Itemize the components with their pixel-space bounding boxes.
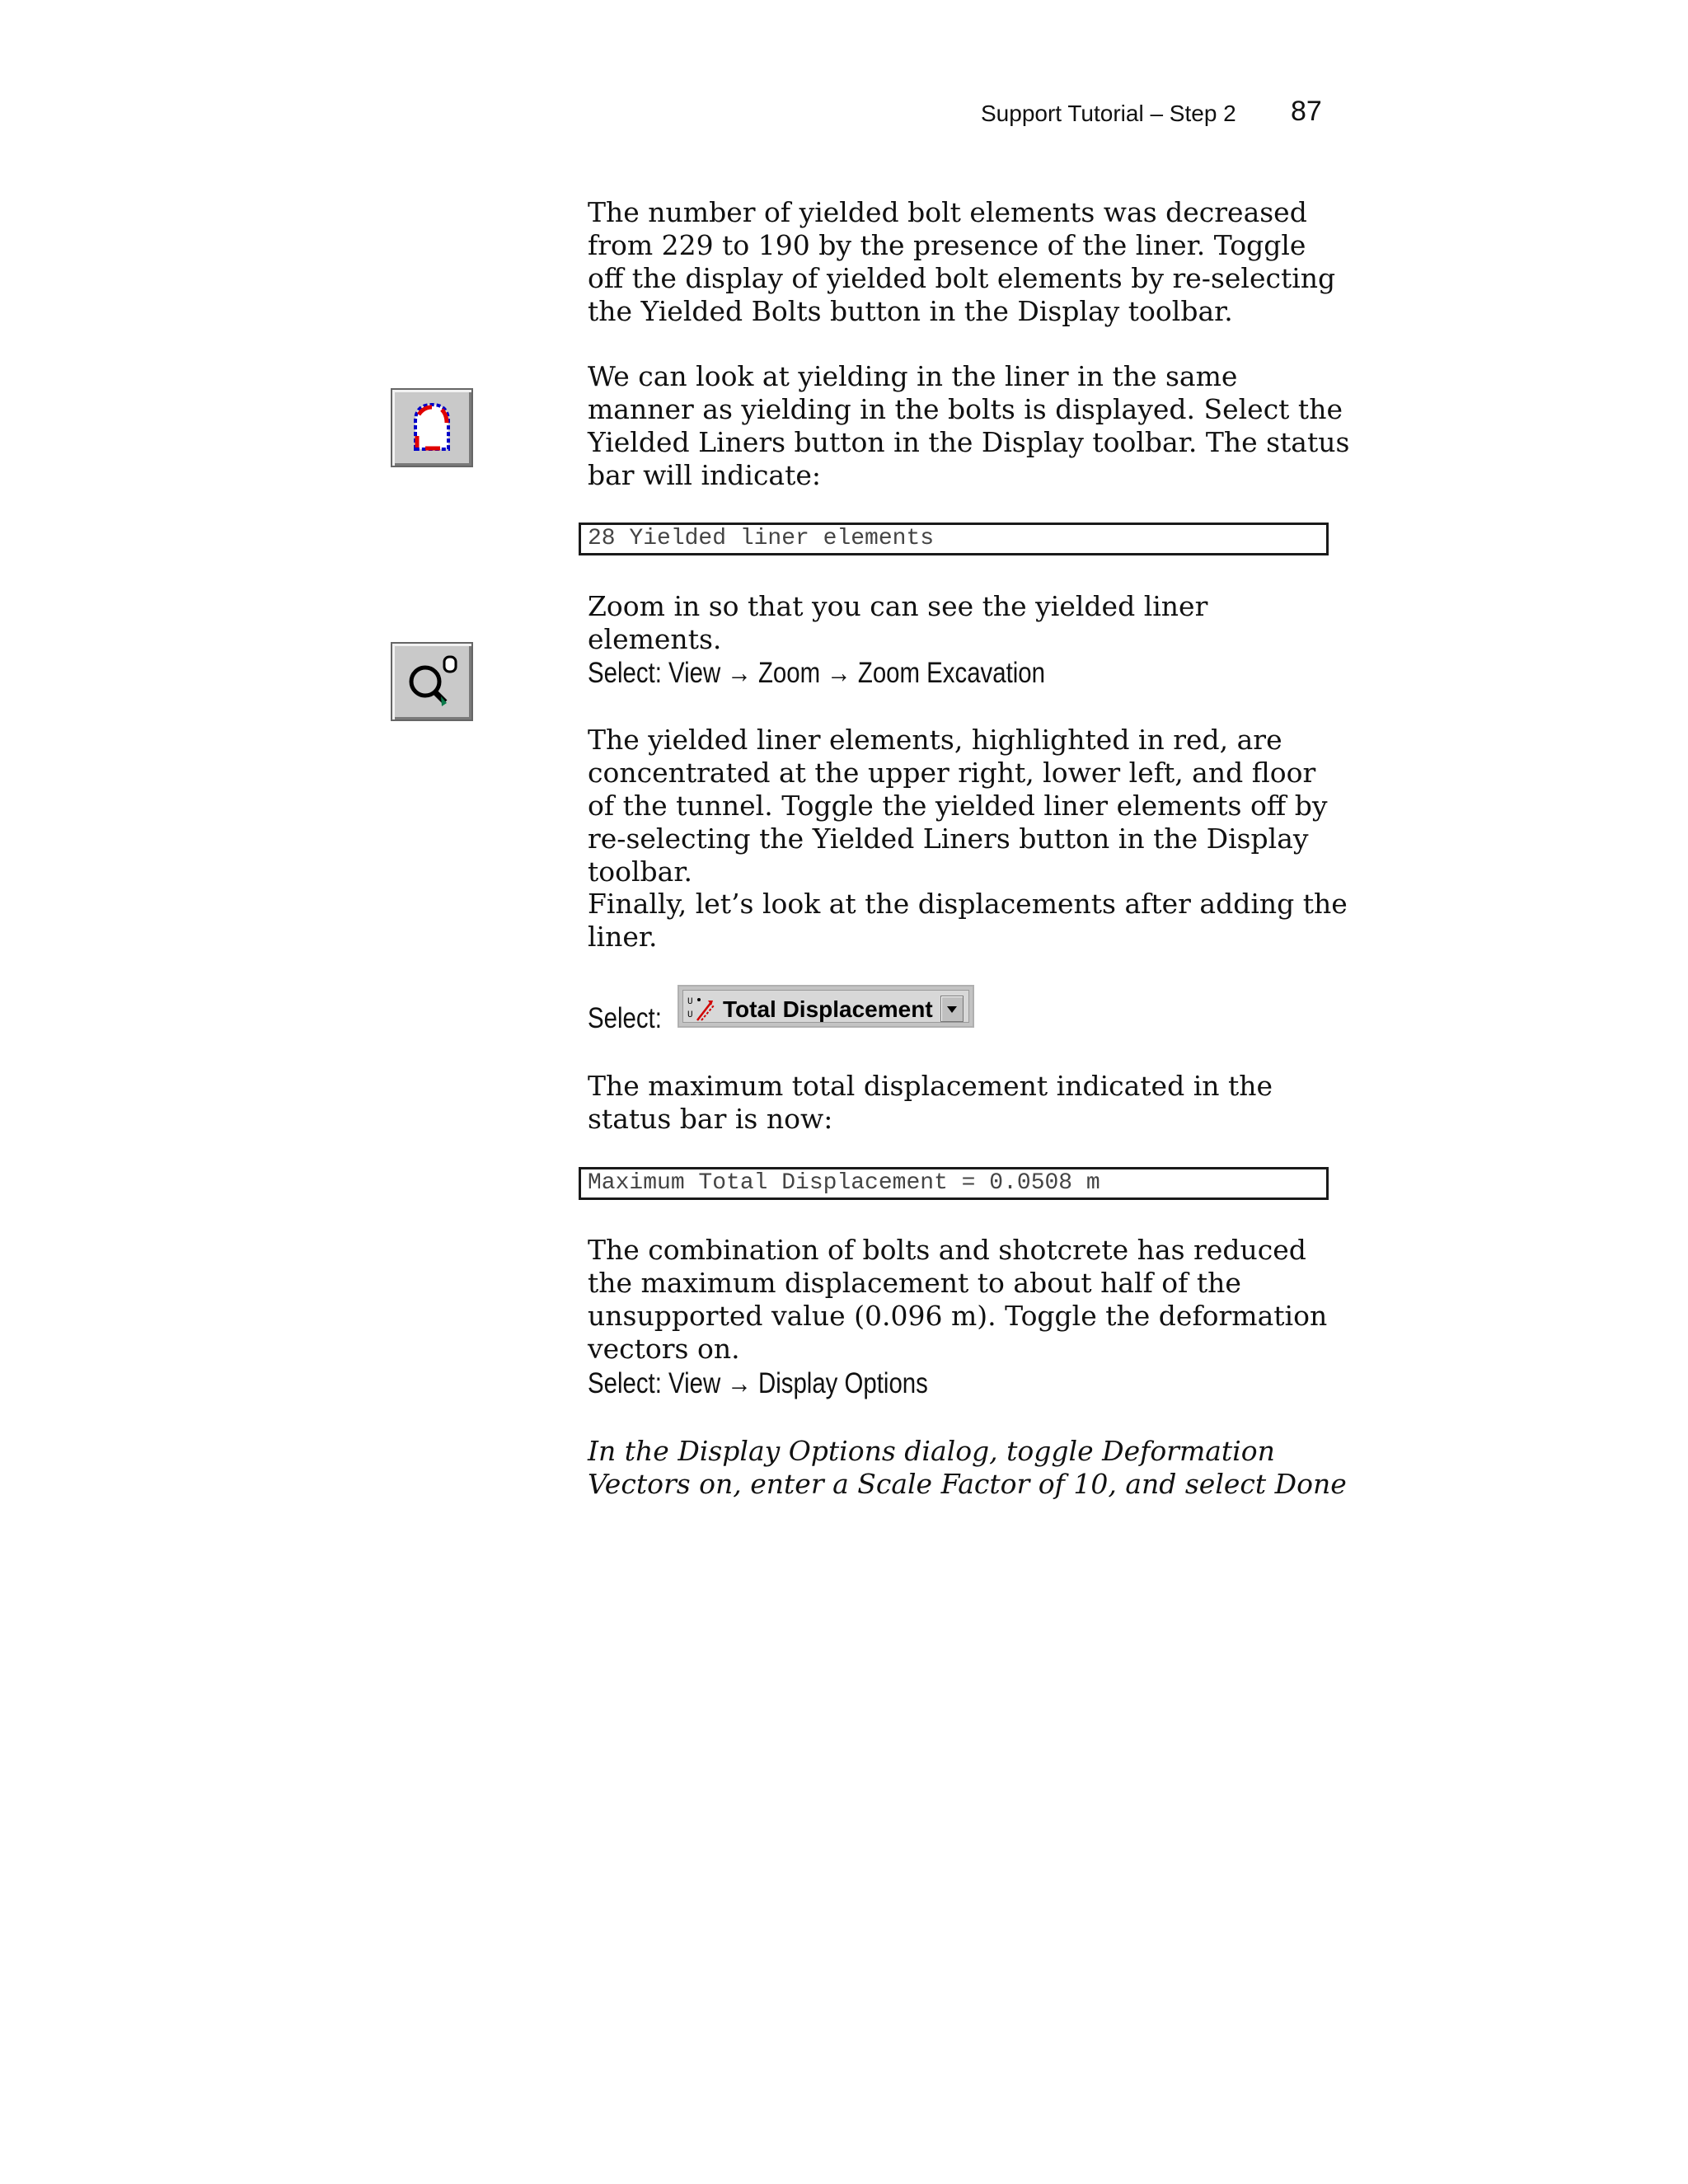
select-label: Select: [588,1002,662,1034]
dropdown-selected-value: Total Displacement [723,996,933,1022]
paragraph-yielded-elements: The yielded liner elements, highlighted in red, are concentrated at the upper right, lower left, and floor of the tunnel. Toggle the yielded liner elements off by re-selecting the Yielded Liners button in the Display toolbar. [588,724,1328,888]
paragraph-combination: The combination of bolts and shotcrete has reduced the maximum displacement to about half of the unsupported value (0.096 m). Toggle the deformation vectors on. [588,1234,1328,1365]
zoom-excavation-button[interactable] [391,642,473,721]
svg-text:U: U [687,1010,693,1020]
status-bar-yielded-liners: 28 Yielded liner elements [579,523,1329,555]
running-header: Support Tutorial – Step 2 [981,101,1236,126]
select-zoom-excavation: Select: View → Zoom → Zoom Excavation [588,657,1046,689]
paragraph-zoom-in: Zoom in so that you can see the yielded liner elements. [588,590,1208,655]
dropdown-body [682,990,969,1023]
paragraph-displacements: Finally, let’s look at the displacements after adding the liner. [588,888,1348,953]
yielded-liners-button[interactable] [391,388,473,467]
paragraph-display-options-dialog: In the Display Options dialog, toggle Deformation Vectors on, enter a Scale Factor of 10, and select Done [588,1435,1347,1500]
displacement-icon [687,992,720,1025]
zoom-excavation-icon [392,644,471,719]
chevron-down-icon[interactable] [940,996,964,1022]
svg-text:U: U [687,997,693,1007]
paragraph-yielded-bolts: The number of yielded bolt elements was decreased from 229 to 190 by the presence of the liner. Toggle off the display of yielded bolt elements by re-selecting the Yielded Bolts button in the Display toolbar. [588,196,1336,327]
select-display-options: Select: View → Display Options [588,1367,928,1399]
yielded-liners-icon [392,390,471,466]
data-type-dropdown[interactable] [678,985,974,1028]
page-number: 87 [1291,96,1322,127]
paragraph-yielded-liners: We can look at yielding in the liner in the same manner as yielding in the bolts is displayed. Select the Yielded Liners button in the Display toolbar. The status bar will indicate: [588,360,1350,491]
paragraph-max-displacement: The maximum total displacement indicated in the status bar is now: [588,1070,1273,1135]
status-bar-max-displacement: Maximum Total Displacement = 0.0508 m [579,1167,1329,1200]
